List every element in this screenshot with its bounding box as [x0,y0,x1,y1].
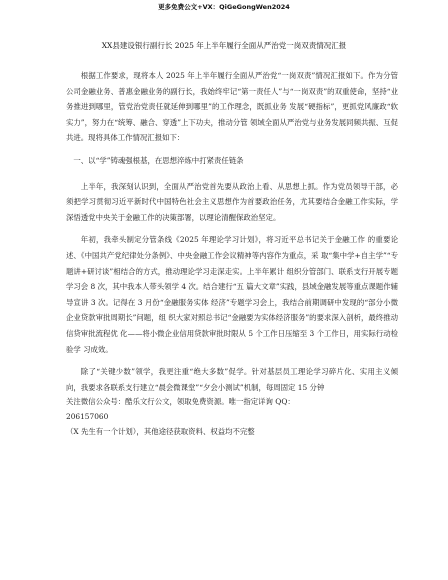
paragraph: 根据工作要求，现将本人 2025 年上半年履行全面从严治党“一岗双责”情况汇报如下。作为分管公司金融业务、普惠金融业务的副行长，我始终牢记“第一责任人”与“一岗双责”的双重使命，坚持“业务推进到哪里，管党治党责任就延伸到哪里”的工作理念，既抓业务 发展“硬指标”，更抓党风廉政“软实力”，努力在“统筹、融合、穿透”上下功夫，推动分管 领域全面从严治党与业务发展同频共振、互促共进。现将具体工作情况汇报如下： [66,71,398,143]
paragraph: 除了“关键少数”领学，我更注重“绝大多数”促学。针对基层员工理论学习碎片化、实用主义倾向，我要求各联系支行建立“晨会微课堂”“夕会小测试”机制，每周固定 15 分钟 [66,367,398,392]
promo-banner: 更多免费公文+VX：QiGeGongWen2024 [158,3,290,11]
ad-line: 关注微信公众号：酷乐文行公文，领取免费资源。唯一指定详询 QQ： [66,397,295,407]
document-title: XX县建设银行副行长 2025 年上半年履行全面从严治党一岗双责情况汇报 [101,41,347,50]
paragraph: 年初，我牵头制定分管条线《2025 年理论学习计划》，将习近平总书记关于金融工作 的重要论述、《中国共产党纪律处分条例》、中央金融工作会议精神等内容作为重点，采 取“集中学+自主学”“专题讲+研讨谈”相结合的方式，推动理论学习走深走实。上半年累计 组织分管部门、联系支行开展专题学习会 8 次，其中我本人带头领学 4 次。结合建行“五 篇大文章”实践，县域金融发展等重点课题作辅导宣讲 3 次。记得在 3 月份“金融服务实体 经济”专题学习会上，我结合前期调研中发现的“部分小微企业贷款审批周期长”问题，组 织大家对照总书记“金融要为实体经济服务”的要求深入剖析，最终推动信贷审批流程优 化——将小微企业信用贷款审批时限从 5 个工作日压缩至 3 个工作日，用实际行动检验学 习成效。 [66,235,398,354]
ad-qq-number: 206157060 [66,412,109,422]
ad-disclaimer: （X 先生有一个计划），其他途径获取资料、权益均不完整 [66,427,255,437]
paragraph: 上半年，我深刻认识到，全面从严治党首先要从政治上看、从思想上抓。作为党员领导干部，必须把学习贯彻习近平新时代中国特色社会主义思想作为首要政治任务，尤其要结合金融工作实际，学深悟透党中央关于金融工作的决策部署，以理论清醒保政治坚定。 [66,181,398,222]
section-heading: 一、以“学”铸魂强根基，在思想淬炼中打紧责任链条 [73,155,244,165]
document-body [66,68,398,439]
